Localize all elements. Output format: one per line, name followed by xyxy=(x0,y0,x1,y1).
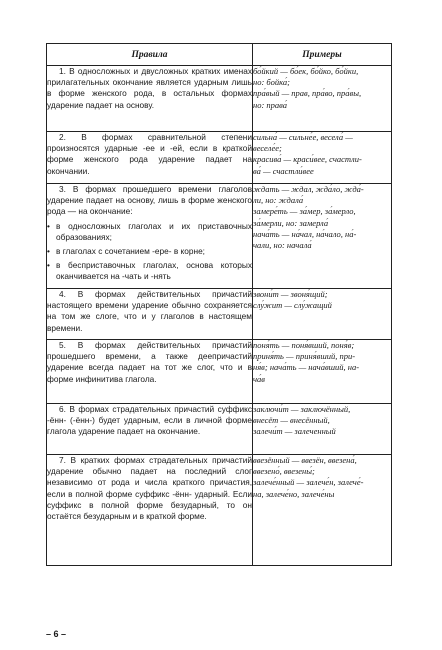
table-row xyxy=(47,66,392,132)
rule-text: 2. В формах сравнительной степени произносятся ударные -ее и -ей, если в краткой форме женского рода ударение падает на окончании. xyxy=(47,132,252,176)
example-line: чали, но: начала́ xyxy=(253,240,312,251)
example-line: замере́ть — за́мер, за́мерло, xyxy=(253,206,356,217)
rule-bullet: • в глаголах с сочетанием -ере- в корне; xyxy=(47,246,252,257)
example-line: но: права́ xyxy=(253,99,288,110)
page-number: – 6 – xyxy=(46,629,67,639)
rule-cell xyxy=(47,289,253,340)
table-row xyxy=(47,184,392,289)
rule-cell xyxy=(47,132,253,184)
rule-text: 6. В формах страдательных причастий суффикс -ённ- (-ённ-) будет ударным, если в личной форме глагола ударение падает на окончание. xyxy=(47,404,252,437)
examples-cell xyxy=(253,455,392,566)
rule-text: 1. В односложных и двусложных кратких именах прилагательных окончание является ударным лишь в форме женского рода, в остальных формах ударение падает на основу. xyxy=(47,66,252,110)
example-line: на, залече́но, залече́ны xyxy=(253,488,335,499)
table-row xyxy=(47,289,392,340)
example-line: заключи́т — заключённый, xyxy=(253,404,351,414)
rule-text: 4. В формах действительных причастий настоящего времени ударение обычно сохраняется на том же слоге, что и у глаголов в настоящем времени. xyxy=(47,289,252,333)
example-line: слу́жит — слу́жащий xyxy=(253,300,332,311)
table-header-row xyxy=(47,44,392,66)
example-line: поня́ть — поня́вший, поня́в; xyxy=(253,340,355,350)
examples-cell xyxy=(253,404,392,455)
table-row xyxy=(47,132,392,184)
example-line: пра́вый — прав, пра́во, пра́вы, xyxy=(253,88,362,99)
example-line: залечи́т — залеченный xyxy=(253,426,336,437)
table-row xyxy=(47,340,392,404)
rules-table xyxy=(46,43,392,566)
example-line: приня́ть — приня́вший, при- xyxy=(253,351,356,362)
example-line: залече́нный — залече́н, залече́- xyxy=(253,477,364,488)
example-line: но: бойка́; xyxy=(253,77,290,88)
examples-cell xyxy=(253,340,392,404)
header-rules: Правила xyxy=(47,44,253,66)
examples-cell xyxy=(253,66,392,132)
example-line: бо́йкий — бо́ек, бо́йко, бо́йки, xyxy=(253,66,359,76)
example-line: ввезённый — ввезён, ввезена́, xyxy=(253,455,357,465)
rule-cell xyxy=(47,455,253,566)
example-line: веселе́е; xyxy=(253,143,282,154)
rule-cell xyxy=(47,404,253,455)
example-line: звони́т — звоня́щий; xyxy=(253,289,328,299)
rule-bullet: • в односложных глаголах и их приставочных образованиях; xyxy=(47,221,252,243)
examples-cell xyxy=(253,184,392,289)
rule-text: 5. В формах действительных причастий прошедшего времени, а также деепричастий ударение всегда падает на тот же слог, что и в форме инфинитива глагола. xyxy=(47,340,252,384)
rule-bullet: • в бесприставочных глаголах, основа которых оканчивается на -чать и -нять xyxy=(47,260,252,282)
table-row xyxy=(47,404,392,455)
example-line: ждать — ждал, жда́ло, жда́- xyxy=(253,184,364,194)
example-line: ва́ — счастли́вее xyxy=(253,165,314,176)
examples-cell xyxy=(253,289,392,340)
example-line: ча́в xyxy=(253,373,265,384)
rule-cell xyxy=(47,340,253,404)
example-line: внесёт — внесённый, xyxy=(253,415,330,426)
table-body xyxy=(47,66,392,566)
rule-cell xyxy=(47,66,253,132)
example-line: нача́ть — на́чал, на́чало, на́- xyxy=(253,228,357,239)
example-line: ввезено́, ввезены́; xyxy=(253,466,315,477)
header-examples: Примеры xyxy=(253,44,392,66)
example-line: ли, но: ждала́ xyxy=(253,195,304,206)
example-line: за́мерли, но: замерла́ xyxy=(253,217,329,228)
example-line: сильна́ — сильне́е, весела́ — xyxy=(253,132,353,142)
example-line: ня́в; нача́ть — нача́вший, на- xyxy=(253,362,360,373)
examples-cell xyxy=(253,132,392,184)
rule-cell xyxy=(47,184,253,289)
rule-text: 3. В формах прошедшего времени глаголов ударение падает на основу, лишь в форме женского рода — на окончание: xyxy=(47,184,252,217)
example-line: красива́ — краси́вее, счастли- xyxy=(253,154,362,165)
table-row xyxy=(47,455,392,566)
rule-text: 7. В кратких формах страдательных причастий ударение обычно падает на последний слог независимо от рода и числа краткого причастия, если в полной форме суффикс -ённ- ударный. Если суффикс в полной форме безударный, то он остаётся безударным и в краткой форме. xyxy=(47,455,252,522)
